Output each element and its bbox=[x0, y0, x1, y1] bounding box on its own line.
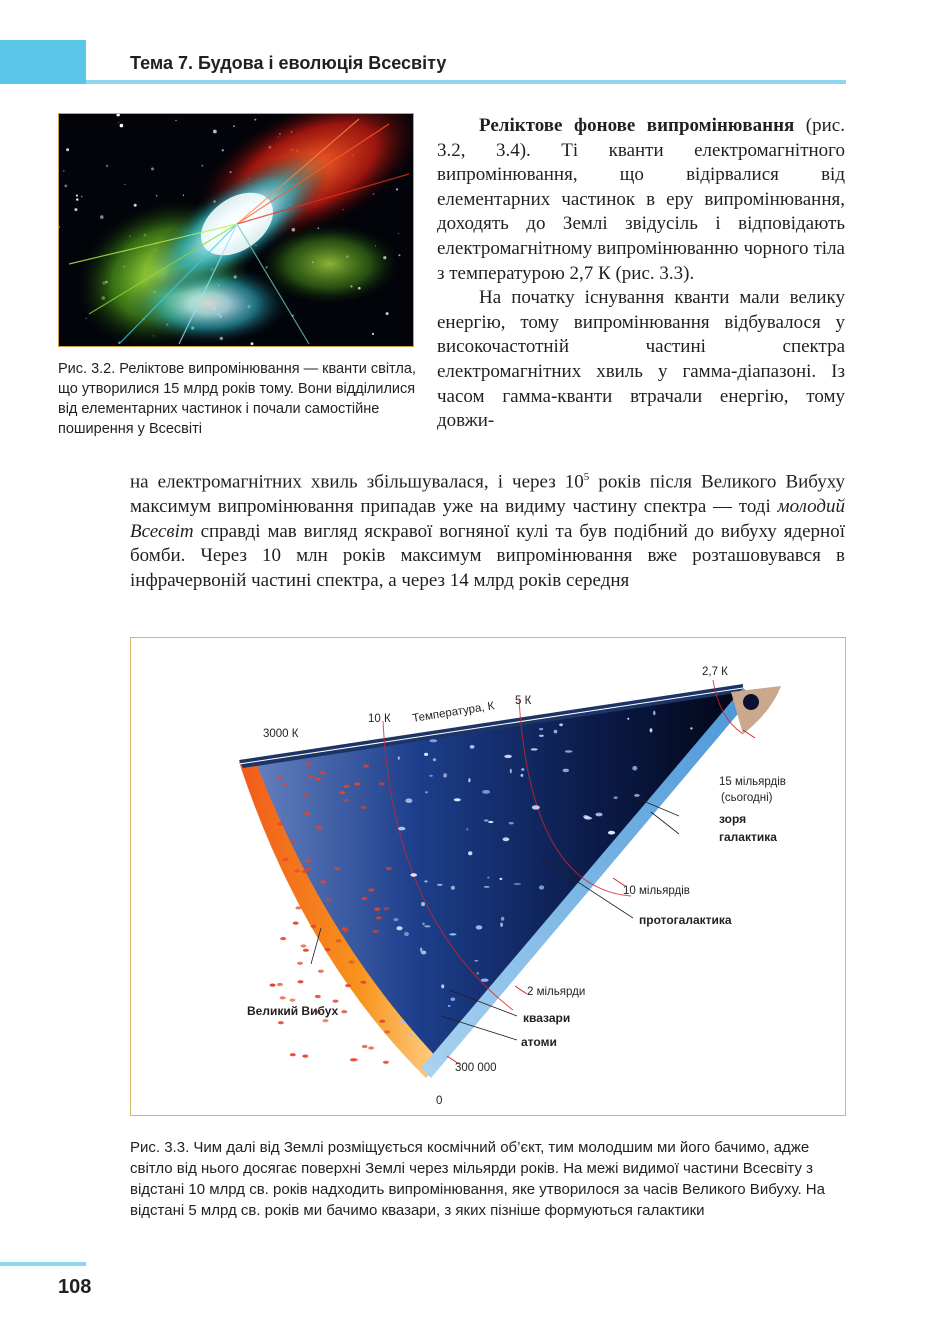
label-today: (сьогодні) bbox=[721, 792, 773, 804]
label-quasars: квазари bbox=[523, 1011, 571, 1025]
label-3000k: 3000 К bbox=[263, 728, 299, 740]
header-rule bbox=[86, 80, 846, 84]
figure-3-3-caption: Рис. 3.3. Чим далі від Землі розміщується космічний об’єкт, тим молодшим ми його бачимо, адже світло від нього досягає поверхні Землі через мільярди років. На межі видимої частини Всесвіту з відстані 10 млрд св. років надходить випромінювання, яке утворилося за часів Великого Вибуху. На відстані 5 млрд св. років ми бачимо квазари, з яких пізніше формуються галактики bbox=[130, 1139, 825, 1219]
universe-evolution-diagram bbox=[130, 637, 846, 1116]
label-galaxy: галактика bbox=[719, 830, 777, 844]
text-fragment-b: років після Великого Вибуху максимум випромінювання припадав уже на видиму частину спектра — тоді bbox=[130, 471, 846, 517]
text-fragment-a: на електромагнітних хвиль збільшувалася, і через 10 bbox=[130, 471, 584, 493]
label-time-axis: Час, роки bbox=[557, 912, 598, 958]
label-300000: 300 000 bbox=[455, 1062, 497, 1074]
label-10-billion: 10 мільярдів bbox=[623, 885, 690, 897]
term-young-universe: молодий Всесвіт bbox=[130, 495, 845, 542]
text-column bbox=[437, 114, 845, 434]
label-temperature-axis: Температура, К bbox=[411, 700, 496, 725]
label-2-7k: 2,7 К bbox=[702, 666, 728, 678]
exponent: 5 bbox=[583, 471, 590, 483]
chapter-tab bbox=[0, 40, 86, 84]
text-full-width bbox=[130, 465, 845, 593]
page-number: 108 bbox=[58, 1276, 92, 1298]
text-fragment-c: справді мав вигляд яскравої вогняної кулі та був подібний до вибуху ядерної бомби. Через 10 млн років максимум випромінювання вже розташовувався в інфрачервоній частині спектра, а через 14 млрд років середня bbox=[130, 520, 845, 591]
footer-rule bbox=[0, 1262, 86, 1266]
label-star: зоря bbox=[719, 812, 747, 826]
paragraph-2-column: На початку існування кванти мали велику енергію, тому випромінювання відбувалося у високочастотній частині спектра електромагнітних хвиль у гамма-діапазоні. Із часом гамма-кванти втрачали енергію, тому довжи- bbox=[437, 287, 845, 432]
label-2-billion: 2 мільярди bbox=[527, 986, 586, 998]
term-relic-radiation: Реліктове фонове випромінювання bbox=[479, 115, 795, 136]
paragraph-1-text: (рис. 3.2, 3.4). Ті кванти електромагнітного випромінювання, що відірвалися від елементарних частинок в еру випромінювання, доходять до Землі звідусіль і відповідають електромагнітному випромінюванню чорного тіла з температурою 2,7 К (рис. 3.3). bbox=[437, 115, 845, 284]
label-atoms: атоми bbox=[521, 1035, 557, 1049]
label-protogalaxy: протогалактика bbox=[639, 913, 732, 927]
paragraph-2-continued bbox=[130, 465, 845, 593]
label-5k: 5 К bbox=[515, 695, 532, 707]
label-15-billion: 15 мільярдів bbox=[719, 776, 786, 788]
relic-radiation-photo bbox=[58, 113, 414, 347]
page-header-title: Тема 7. Будова і еволюція Всесвіту bbox=[130, 53, 447, 73]
label-zero: 0 bbox=[436, 1095, 443, 1107]
label-10k: 10 К bbox=[368, 713, 391, 725]
label-big-bang: Великий Вибух bbox=[247, 1004, 339, 1018]
figure-3-2-caption: Рис. 3.2. Реліктове випромінювання — кванти світла, що утворилися 15 млрд років тому. Вони відділилися від елементарних частинок і почали самостійне поширення у Всесвіті bbox=[58, 361, 416, 437]
paragraph-relic-radiation bbox=[437, 114, 845, 286]
